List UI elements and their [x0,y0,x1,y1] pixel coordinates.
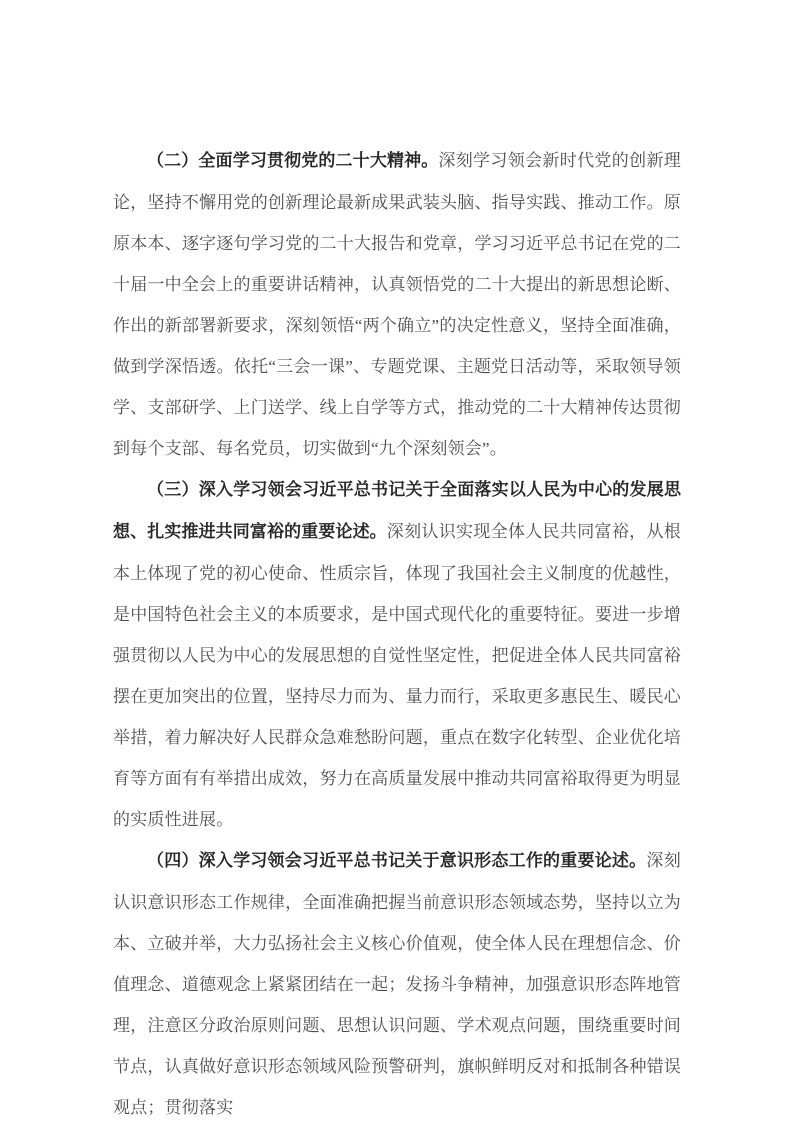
section-3-lead-in: （三）深入学习领会习近平总书记关于全面落实以人民为中心的发展思想、扎实推进共同富裕的重要论述。 [113,480,681,542]
document-body [113,140,681,1122]
section-4-body-text: 深刻认识意识形态工作规律，全面准确把握当前意识形态领域态势，坚持以立为本、立破并举，大力弘扬社会主义核心价值观，使全体人民在理想信念、价值理念、道德观念上紧紧团结在一起；发扬斗争精神，加强意识形态阵地管理，注意区分政治原则问题、思想认识问题、学术观点问题，围绕重要时间节点，认真做好意识形态领域风险预警研判，旗帜鲜明反对和抵制各种错误观点；贯彻落实 [113,851,681,1117]
section-4-lead-in: （四）深入学习领会习近平总书记关于意识形态工作的重要论述。 [147,851,647,871]
paragraph-section-4 [113,840,681,1122]
section-3-body-text: 深刻认识实现全体人民共同富裕，从根本上体现了党的初心使命、性质宗旨，体现了我国社会主义制度的优越性，是中国特色社会主义的本质要求，是中国式现代化的重要特征。要进一步增强贯彻以人民为中心的发展思想的自觉性坚定性，把促进全体人民共同富裕摆在更加突出的位置，坚持尽力而为、量力而行，采取更多惠民生、暖民心举措，着力解决好人民群众急难愁盼问题，重点在数字化转型、企业优化培育等方面有有举措出成效，努力在高质量发展中推动共同富裕取得更为明显的实质性进展。 [113,522,681,829]
section-2-lead-in: （二）全面学习贯彻党的二十大精神。 [147,151,439,171]
paragraph-section-3 [113,469,681,840]
paragraph-section-2 [113,140,681,469]
section-2-body-text: 深刻学习领会新时代党的创新理论，坚持不懈用党的创新理论最新成果武装头脑、指导实践、推动工作。原原本本、逐字逐句学习党的二十大报告和党章，学习习近平总书记在党的二十届一中全会上的重要讲话精神，认真领悟党的二十大提出的新思想论断、作出的新部署新要求，深刻领悟“两个确立”的决定性意义，坚持全面准确，做到学深悟透。依托“三会一课”、专题党课、主题党日活动等，采取领导领学、支部研学、上门送学、线上自学等方式，推动党的二十大精神传达贯彻到每个支部、每名党员，切实做到“九个深刻领会”。 [113,151,681,458]
